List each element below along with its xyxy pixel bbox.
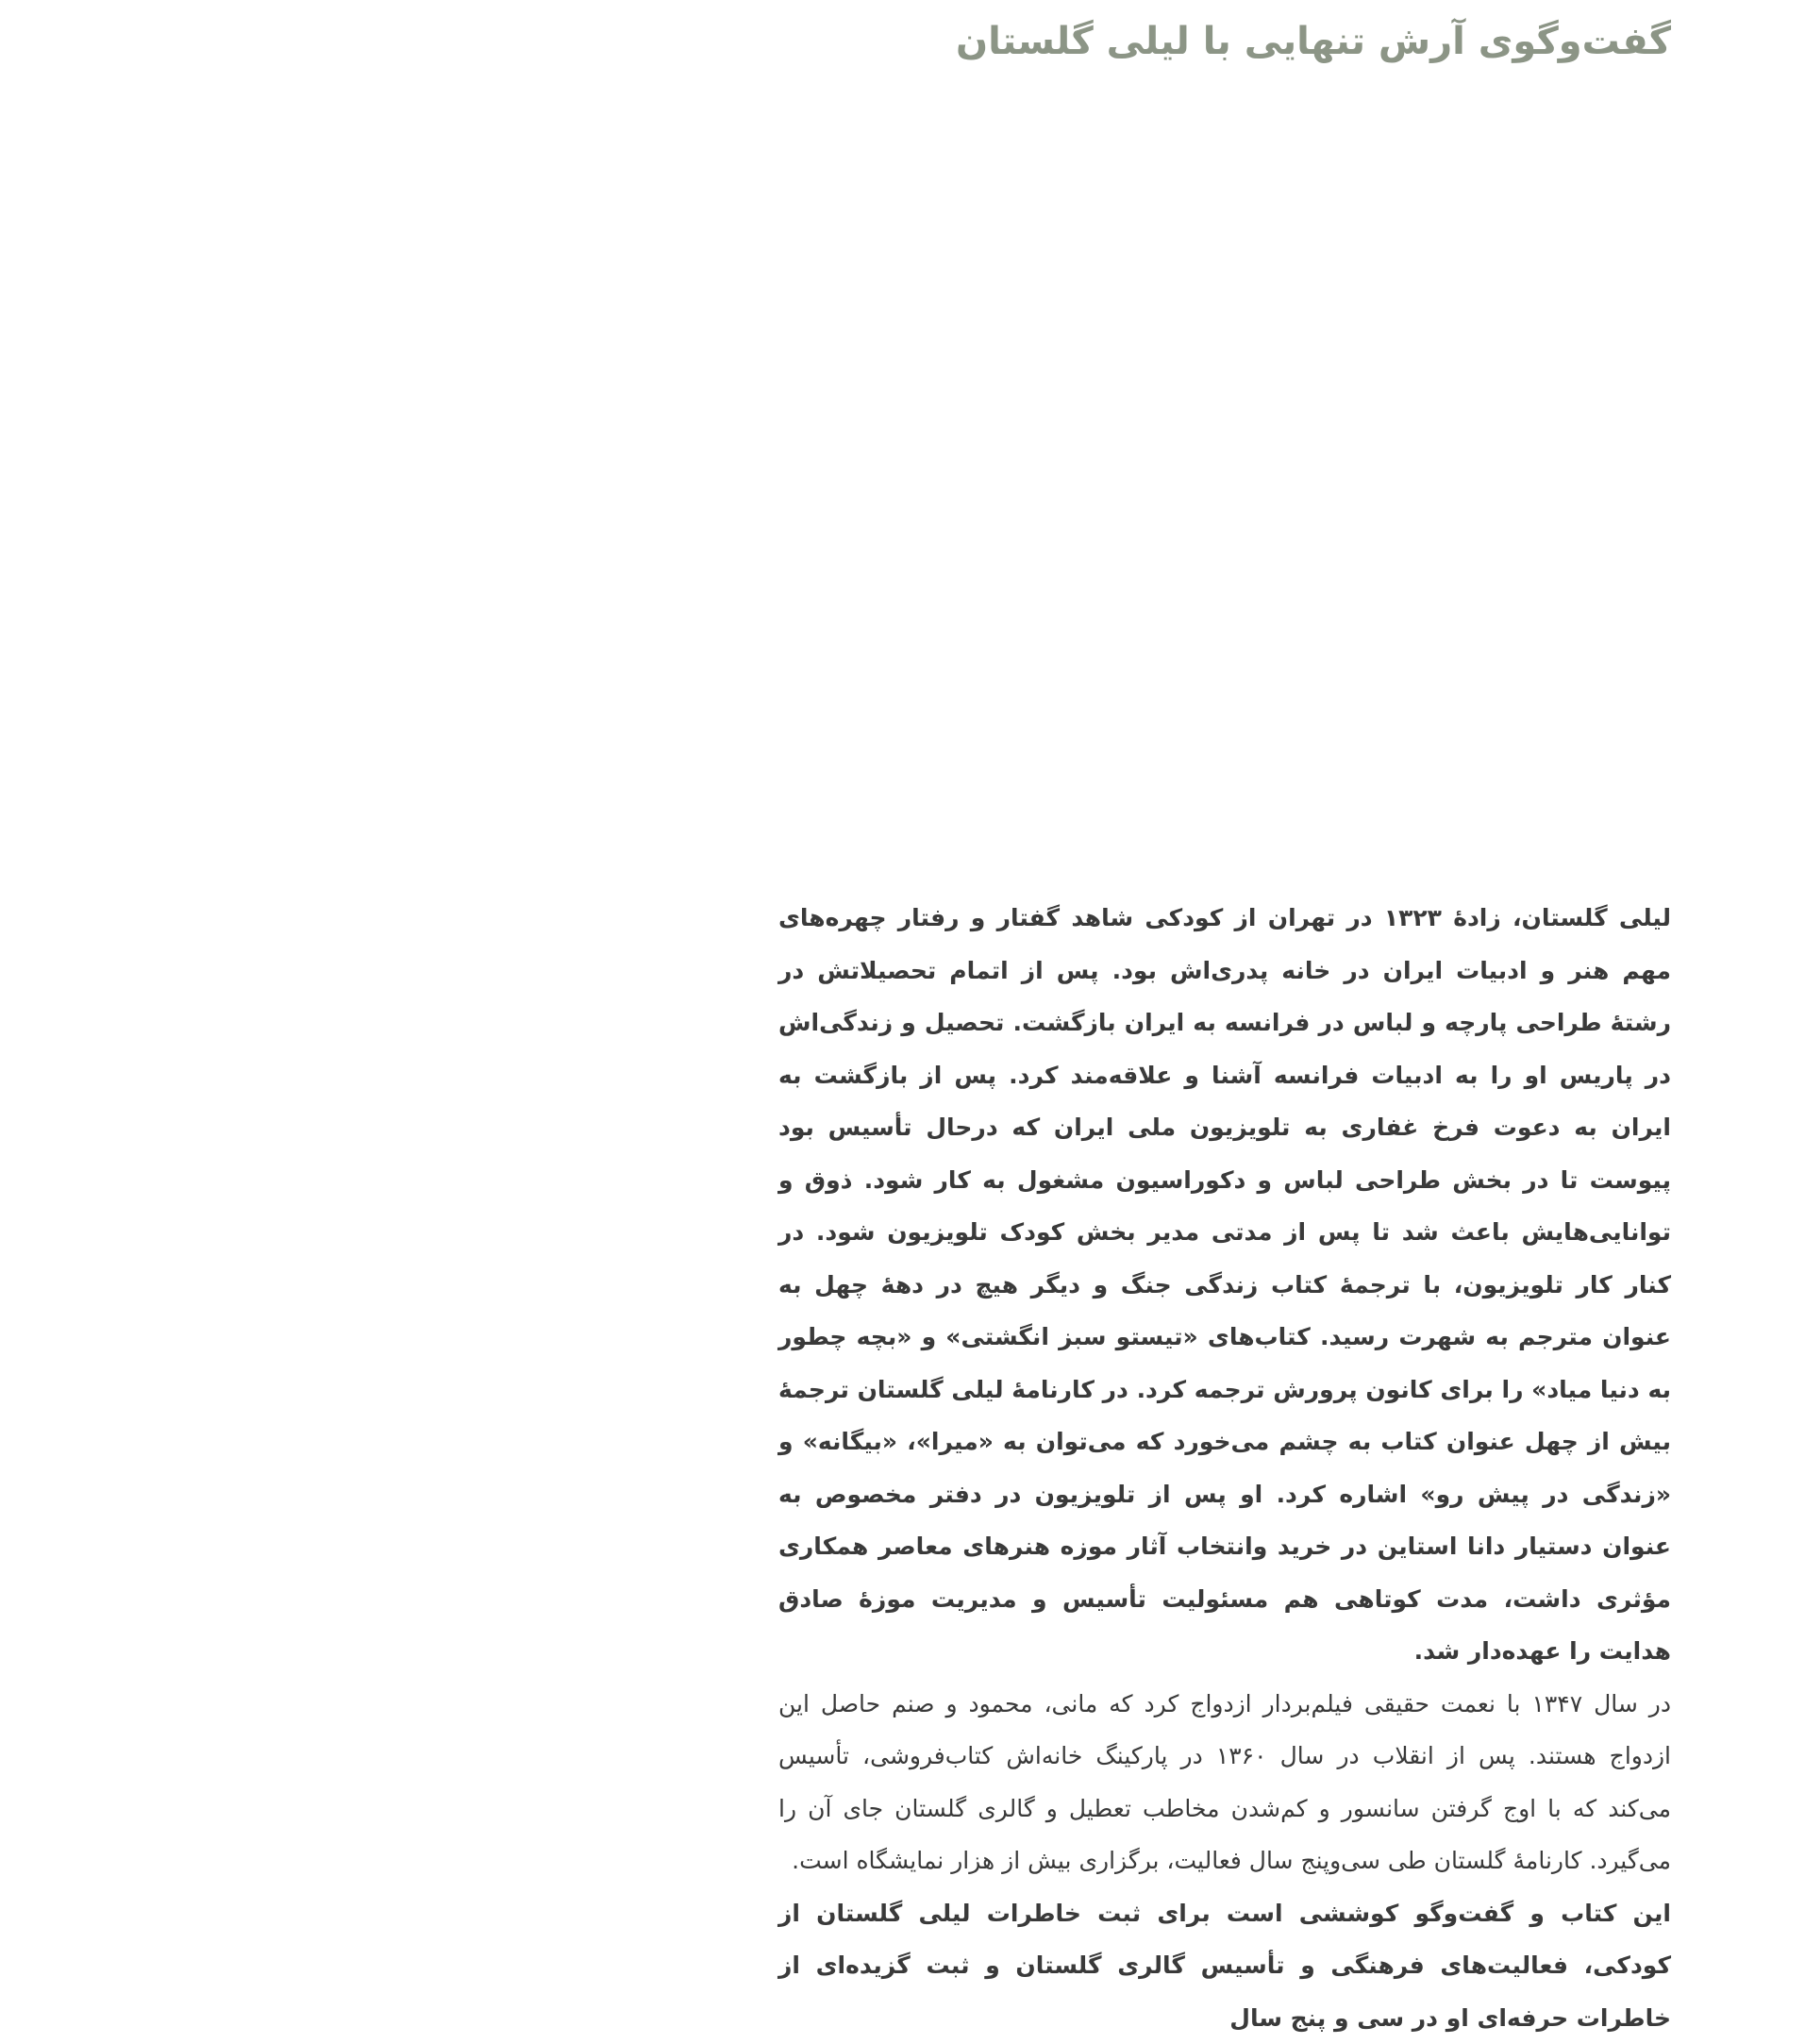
page-title: گفت‌وگوی آرش تنهایی با لیلی گلستان — [822, 13, 1671, 70]
article-body — [778, 892, 1671, 2044]
paragraph-marriage-and-gallery: در سال ۱۳۴۷ با نعمت حقیقی فیلم‌بردار ازدواج کرد که مانی، محمود و صنم حاصل این ازدواج هستند. پس از انقلاب در سال ۱۳۶۰ در پارکینگ خانه‌اش کتاب‌فروشی، تأسیس می‌کند که با اوج گرفتن سانسور و کم‌شدن مخاطب تعطیل و گالری گلستان جای آن را می‌گیرد. کارنامهٔ گلستان طی سی‌وپنج سال فعالیت، برگزاری بیش از هزار نمایشگاه است. — [778, 1678, 1671, 1887]
paragraph-book-purpose: این کتاب و گفت‌وگو کوششی است برای ثبت خاطرات لیلی گلستان از کودکی، فعالیت‌های فرهنگی و تأسیس گالری گلستان و ثبت گزیده‌ای از خاطرات حرفه‌ای او در سی و پنج سال — [778, 1887, 1671, 2044]
paragraph-biography: لیلی گلستان، زادهٔ ۱۳۲۳ در تهران از کودکی شاهد گفتار و رفتار چهره‌های مهم هنر و ادبیات ایران در خانه پدری‌اش بود. پس از اتمام تحصیلاتش در رشتهٔ طراحی پارچه و لباس در فرانسه به ایران بازگشت. تحصیل و زندگی‌اش در پاریس او را به ادبیات فرانسه آشنا و علاقه‌مند کرد. پس از بازگشت به ایران به دعوت فرخ غفاری به تلویزیون ملی ایران که درحال تأسیس بود پیوست تا در بخش طراحی لباس و دکوراسیون مشغول به کار شود. ذوق و توانایی‌هایش باعث شد تا پس از مدتی مدیر بخش کودک تلویزیون شود. در کنار کار تلویزیون، با ترجمهٔ کتاب زندگی جنگ و دیگر هیچ در دههٔ چهل به عنوان مترجم به شهرت رسید. کتاب‌های «تیستو سبز انگشتی» و «بچه چطور به دنیا میاد» را برای کانون پرورش ترجمه کرد. در کارنامهٔ لیلی گلستان ترجمهٔ بیش از چهل عنوان کتاب به چشم می‌خورد که می‌توان به «میرا»، «بیگانه» و «زندگی در پیش رو» اشاره کرد. او پس از تلویزیون در دفتر مخصوص به عنوان دستیار دانا استاین در خرید وانتخاب آثار موزه هنرهای معاصر همکاری مؤثری داشت، مدت کوتاهی هم مسئولیت تأسیس و مدیریت موزهٔ صادق هدایت را عهده‌دار شد. — [778, 892, 1671, 1678]
